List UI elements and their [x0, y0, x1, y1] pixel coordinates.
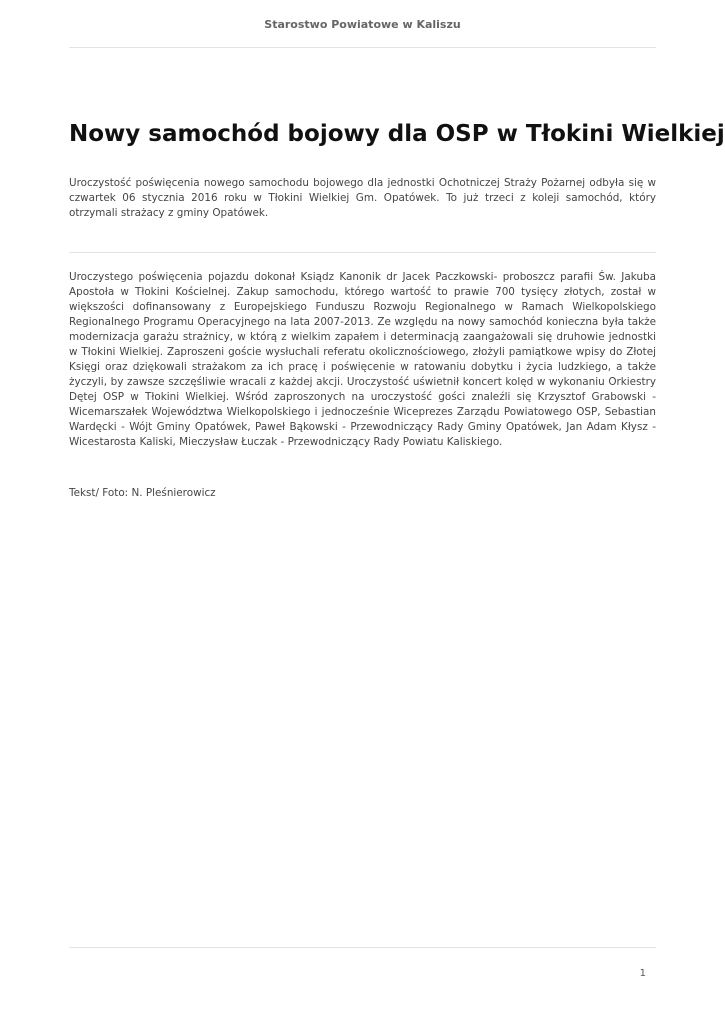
header-divider: [69, 47, 656, 48]
article-lead: Uroczystość poświęcenia nowego samochodu bojowego dla jednostki Ochotniczej Straży Pożarnej odbyła się w czwartek 06 stycznia 2016 roku w Tłokini Wielkiej Gm. Opatówek. To już trzeci z kolejі samochód, który otrzymali strażacy z gminy Opatówek.: [69, 177, 656, 219]
footer-divider: [69, 947, 656, 948]
site-header: Starostwo Powiatowe w Kaliszu: [264, 18, 461, 31]
lead-divider: [69, 252, 656, 253]
article-body: Uroczystego poświęcenia pojazdu dokonał Ksiądz Kanonik dr Jacek Paczkowski- proboszcz parafii Św. Jakuba Apostoła w Tłokini Kościelnej. Zakup samochodu, którego wartość to prawie 700 tysięcy złotych, został w większości dofinansowany z Europejskiego Funduszu Rozwoju Regionalnego w Ramach Wielkopolskiego Regionalnego Programu Operacyjnego na lata 2007-2013. Ze względu na nowy samochód konieczna była także modernizacja garażu strażnicy, w którą z wielkim zapałem i determinacją zaangażowali się druhowie jednostki w Tłokini Wielkiej. Zaproszeni goście wysłuchali referatu okolicznościowego, złożyli pamiątkowe wpisy do Złotej Księgi oraz dziękowali strażakom za ich pracę i poświęcenie w ratowaniu dobytku i życia ludzkiego, a także życzyli, by zawsze szczęśliwie wracali z każdej akcji. Uroczystość uświetnił koncert kolęd w wykonaniu Orkiestry Dętej OSP w Tłokini Wielkiej. Wśród zaproszonych na uroczystość gości znaleźli się Krzysztof Grabowski - Wicemarszałek Województwa Wielkopolskiego i jednocześnie Wiceprezes Zarządu Powiatowego OSP, Sebastian Wardęcki - Wójt Gminy Opatówek, Paweł Bąkowski - Przewodniczący Rady Gminy Opatówek, Jan Adam Kłysz - Wicestarosta Kaliski, Mieczysław Łuczak - Przewodniczący Rady Powiatu Kaliskiego.: [69, 271, 656, 448]
article-title: Nowy samochód bojowy dla OSP w Tłokini Wielkiej: [69, 121, 725, 147]
article-credit: Tekst/ Foto: N. Pleśnierowicz: [69, 487, 216, 499]
page-number: 1: [639, 968, 646, 979]
